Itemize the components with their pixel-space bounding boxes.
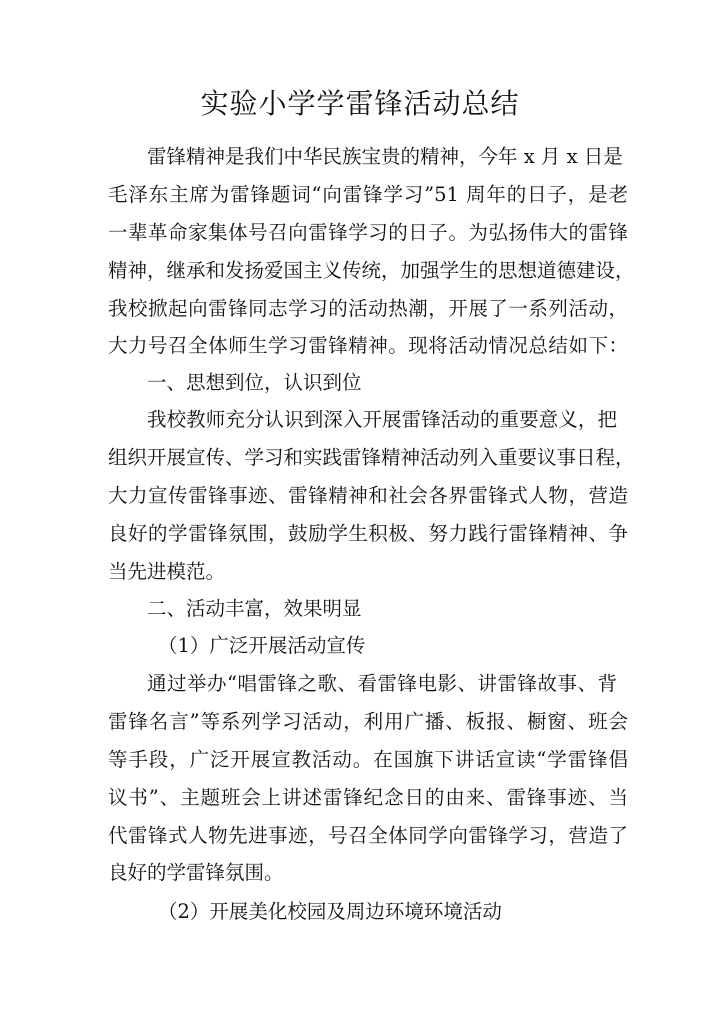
document-title: 实验小学学雷锋活动总结 bbox=[200, 87, 520, 120]
paragraph-line: 精神，继承和发扬爱国主义传统，加强学生的思想道德建设， bbox=[108, 259, 635, 282]
paragraph-line: 我校掀起向雷锋同志学习的活动热潮，开展了一系列活动， bbox=[108, 297, 628, 320]
paragraph-line: 我校教师充分认识到深入开展雷锋活动的重要意义，把 bbox=[147, 408, 617, 431]
paragraph-line: 大力宣传雷锋事迹、雷锋精神和社会各界雷锋式人物，营造 bbox=[108, 484, 628, 507]
section-heading: 一、思想到位，认识到位 bbox=[147, 371, 362, 394]
paragraph-line: 当先进模范。 bbox=[108, 560, 226, 583]
paragraph-line: 组织开展宣传、学习和实践雷锋精神活动列入重要议事日程， bbox=[108, 446, 635, 469]
paragraph-line: 通过举办“唱雷锋之歌、看雷锋电影、讲雷锋故事、背 bbox=[147, 672, 617, 695]
section-heading: 二、活动丰富，效果明显 bbox=[147, 597, 362, 620]
subsection-heading: （1）广泛开展活动宣传 bbox=[158, 634, 366, 657]
paragraph-line: 毛泽东主席为雷锋题词“向雷锋学习”51 周年的日子，是老 bbox=[108, 183, 628, 206]
paragraph-line: 良好的学雷锋氛围。 bbox=[108, 861, 284, 884]
paragraph-line: 雷锋精神是我们中华民族宝贵的精神，今年 x 月 x 日是 bbox=[147, 145, 623, 168]
paragraph-line: 议书”、主题班会上讲述雷锋纪念日的由来、雷锋事迹、当 bbox=[108, 786, 628, 809]
paragraph-line: 一辈革命家集体号召向雷锋学习的日子。为弘扬伟大的雷锋 bbox=[108, 221, 628, 244]
paragraph-line: 大力号召全体师生学习雷锋精神。现将活动情况总结如下： bbox=[108, 334, 628, 357]
paragraph-line: 良好的学雷锋氛围，鼓励学生积极、努力践行雷锋精神、争 bbox=[108, 522, 628, 545]
paragraph-line: 等手段，广泛开展宣教活动。在国旗下讲话宣读“学雷锋倡 bbox=[108, 748, 628, 771]
paragraph-line: 代雷锋式人物先进事迹，号召全体同学向雷锋学习，营造了 bbox=[108, 824, 628, 847]
paragraph-line: 雷锋名言”等系列学习活动，利用广播、板报、橱窗、班会 bbox=[108, 710, 628, 733]
subsection-heading: （2）开展美化校园及周边环境环境活动 bbox=[158, 900, 502, 923]
